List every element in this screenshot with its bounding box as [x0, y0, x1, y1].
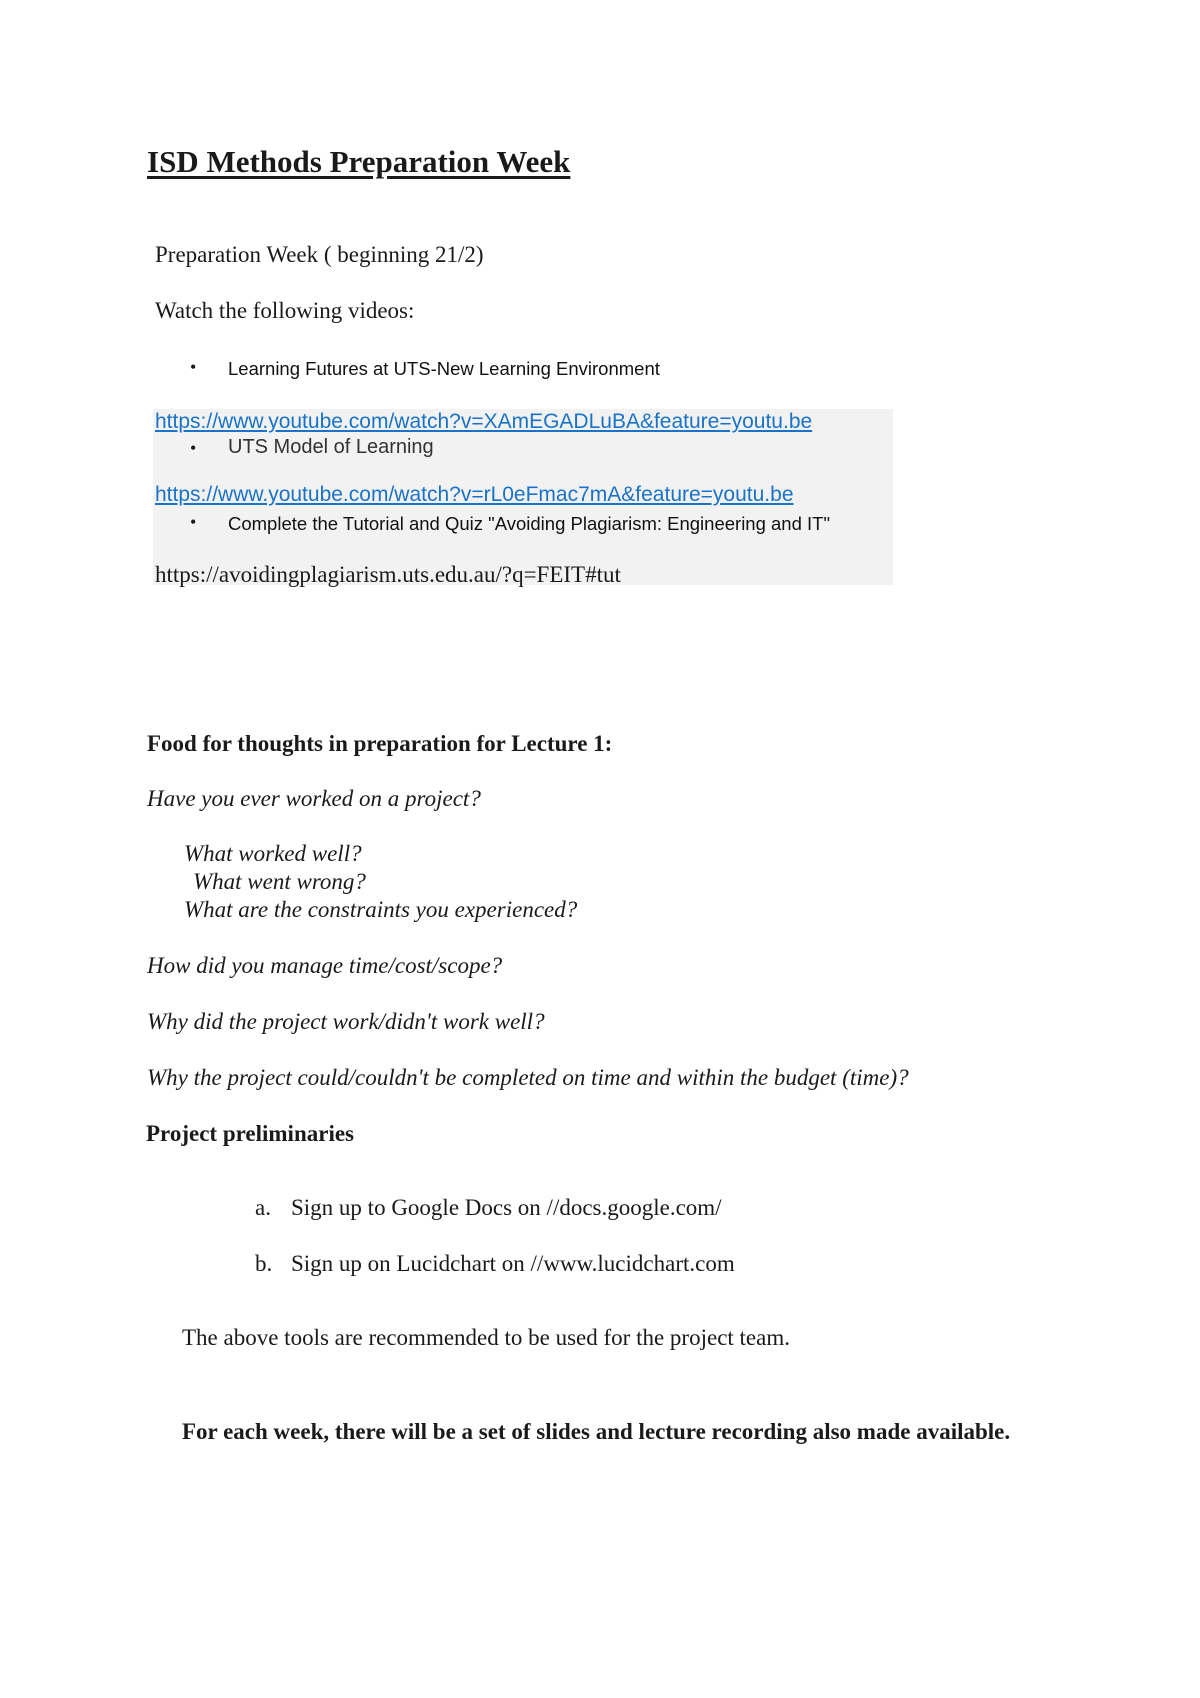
question-1c: What are the constraints you experienced? [184, 897, 578, 922]
video-2-link[interactable]: https://www.youtube.com/watch?v=rL0eFmac7mA&feature=youtu.be [155, 483, 794, 506]
prelim-item-lucidchart: Sign up on Lucidchart on //www.lucidchart.com [291, 1251, 735, 1276]
list-marker: a. [255, 1195, 271, 1220]
question-2: How did you manage time/cost/scope? [147, 953, 503, 978]
bullet-icon: • [190, 512, 197, 532]
prelim-item-google-docs: Sign up to Google Docs on //docs.google.com/ [291, 1195, 722, 1220]
question-1b: What went wrong? [193, 869, 366, 894]
list-marker: b. [255, 1251, 273, 1276]
prep-week-line: Preparation Week ( beginning 21/2) [155, 242, 484, 267]
video-1-title: Learning Futures at UTS-New Learning Environment [228, 358, 660, 379]
tools-note: The above tools are recommended to be used for the project team. [182, 1325, 790, 1350]
question-1a: What worked well? [184, 841, 362, 866]
prelim-heading: Project preliminaries [146, 1121, 354, 1146]
bullet-icon: • [190, 438, 197, 458]
closing-note: For each week, there will be a set of slides and lecture recording also made available. [182, 1419, 1011, 1444]
food-heading: Food for thoughts in preparation for Lecture 1: [147, 731, 613, 756]
tutorial-title: Complete the Tutorial and Quiz "Avoiding Plagiarism: Engineering and IT" [228, 513, 831, 534]
plagiarism-link[interactable]: https://avoidingplagiarism.uts.edu.au/?q=FEIT#tut [155, 562, 621, 587]
video-1-link[interactable]: https://www.youtube.com/watch?v=XAmEGADLuBA&feature=youtu.be [155, 410, 813, 433]
video-2-title: UTS Model of Learning [228, 436, 434, 458]
bullet-icon: • [190, 357, 197, 377]
watch-intro: Watch the following videos: [155, 298, 415, 323]
document-title: ISD Methods Preparation Week [147, 144, 571, 179]
question-1: Have you ever worked on a project? [147, 786, 481, 811]
question-3: Why did the project work/didn't work well? [147, 1009, 545, 1034]
question-4: Why the project could/couldn't be completed on time and within the budget (time)? [147, 1065, 909, 1090]
